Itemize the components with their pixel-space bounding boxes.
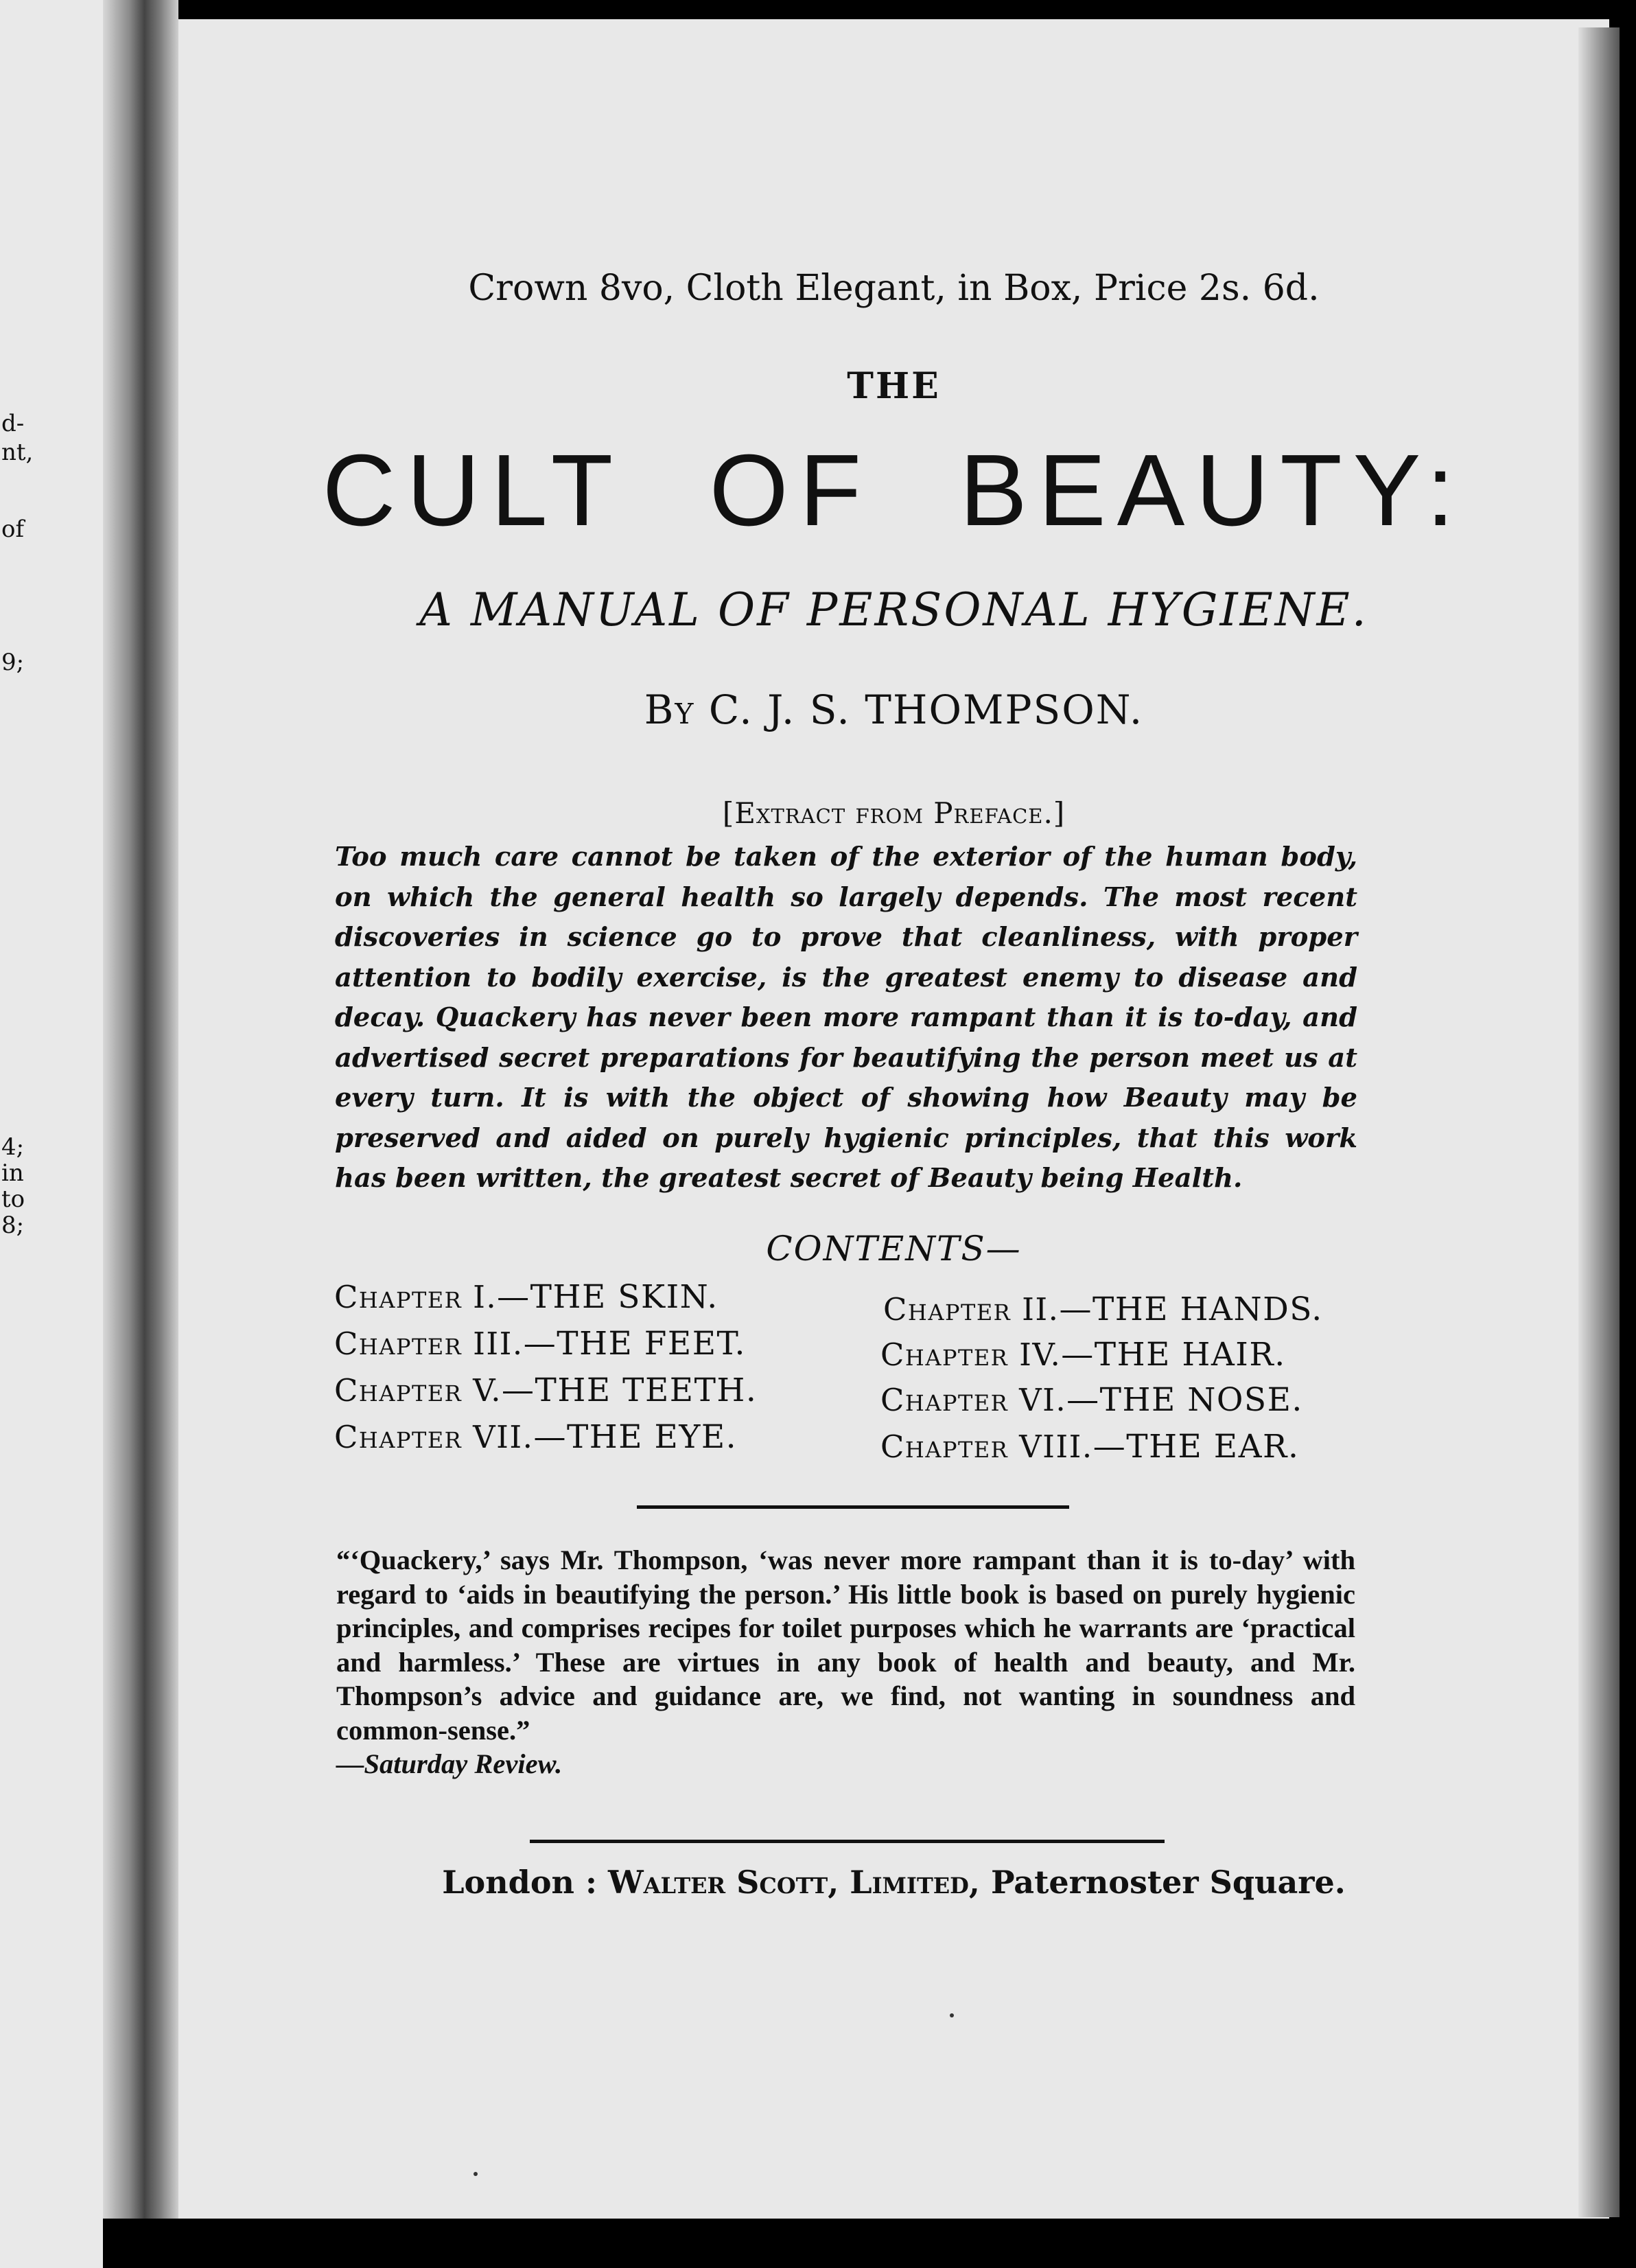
publisher-line <box>178 1864 1609 1901</box>
left-page-fragment: 4; <box>1 1133 25 1161</box>
chapter-label: Chapter III. <box>334 1326 524 1362</box>
chapter-title: —THE TEETH. <box>502 1372 758 1409</box>
print-speck <box>950 2013 954 2017</box>
chapter-label: Chapter VIII. <box>880 1428 1093 1465</box>
chapter-entry <box>334 1372 757 1409</box>
chapter-title: —THE EYE. <box>533 1418 738 1456</box>
left-page-fragment: 9; <box>1 649 25 676</box>
title-article: THE <box>847 365 941 407</box>
section-divider <box>637 1505 1069 1509</box>
chapter-title: —THE NOSE. <box>1066 1381 1303 1419</box>
chapter-label: Chapter I. <box>334 1279 498 1315</box>
chapter-title: —THE SKIN. <box>497 1278 718 1316</box>
chapter-entry <box>334 1278 718 1316</box>
page-gutter <box>103 0 178 2268</box>
chapter-entry <box>880 1381 1303 1419</box>
chapter-label: Chapter II. <box>883 1291 1060 1328</box>
chapter-label: Chapter VII. <box>334 1419 534 1455</box>
publisher-address: Paternoster Square. <box>990 1864 1346 1901</box>
price-line: Crown 8vo, Cloth Elegant, in Box, Price 2s. 6d. <box>468 268 1320 309</box>
chapter-title: —THE HANDS. <box>1059 1291 1323 1328</box>
chapter-label: Chapter IV. <box>880 1336 1062 1373</box>
page-bottom-edge <box>103 2219 1636 2268</box>
left-page-fragment: of <box>1 516 25 543</box>
chapter-entry <box>883 1291 1323 1328</box>
chapter-title: —THE HAIR. <box>1061 1336 1286 1374</box>
left-page-fragment: in <box>1 1159 24 1187</box>
contents-heading: CONTENTS— <box>766 1229 1022 1269</box>
book-subtitle: A MANUAL OF PERSONAL HYGIENE. <box>419 583 1368 636</box>
footer-divider <box>530 1840 1165 1843</box>
publisher-city: London : <box>442 1864 597 1901</box>
chapter-entry <box>334 1418 737 1456</box>
review-source: —Saturday Review. <box>336 1748 563 1779</box>
review-text: “‘Quackery,’ says Mr. Thompson, ‘was never more rampant than it is to-day’ with regard to ‘aids in beautifying the person.’ His little book is based on purely hygienic principles, and comprises recipes for toilet purposes which he warrants are ‘practical and harmless.’ These are virtues in any book of health and beauty, and Mr. Thompson’s advice and guidance are, we find, not wanting in soundness and common-sense.” <box>336 1544 1355 1746</box>
left-page-fragment: 8; <box>1 1212 25 1239</box>
book-title: CULT OF BEAUTY: <box>322 434 1466 547</box>
chapter-entry <box>334 1325 746 1363</box>
chapter-label: Chapter V. <box>334 1372 502 1409</box>
preface-text: Too much care cannot be taken of the exterior of the human body, on which the general health so largely depends. The most recent discoveries in science go to prove that cleanliness, with proper attention to bodily exercise, is the greatest enemy to disease and decay. Quackery has never been more rampant than it is to-day, and advertised secret preparations for beautifying the person meet us at every turn. It is with the object of showing how Beauty may be preserved and aided on purely hygienic principles, that this work has been written, the greatest secret of Beauty being Health. <box>335 842 1357 1194</box>
chapter-entry <box>880 1336 1286 1374</box>
print-speck <box>474 2172 478 2176</box>
author-byline: By C. J. S. THOMPSON. <box>644 686 1144 733</box>
preface-heading: [Extract from Preface.] <box>722 796 1066 830</box>
chapter-title: —THE EAR. <box>1092 1428 1300 1466</box>
left-page-fragment: nt, <box>1 439 34 466</box>
chapter-label: Chapter VI. <box>880 1382 1067 1418</box>
left-page-fragment: d- <box>1 410 25 437</box>
chapter-title: —THE FEET. <box>523 1325 746 1363</box>
chapter-entry <box>880 1428 1299 1466</box>
left-page-fragment: to <box>1 1185 25 1213</box>
publisher-name: Walter Scott, Limited, <box>607 1864 980 1901</box>
review-quote <box>336 1543 1355 1781</box>
